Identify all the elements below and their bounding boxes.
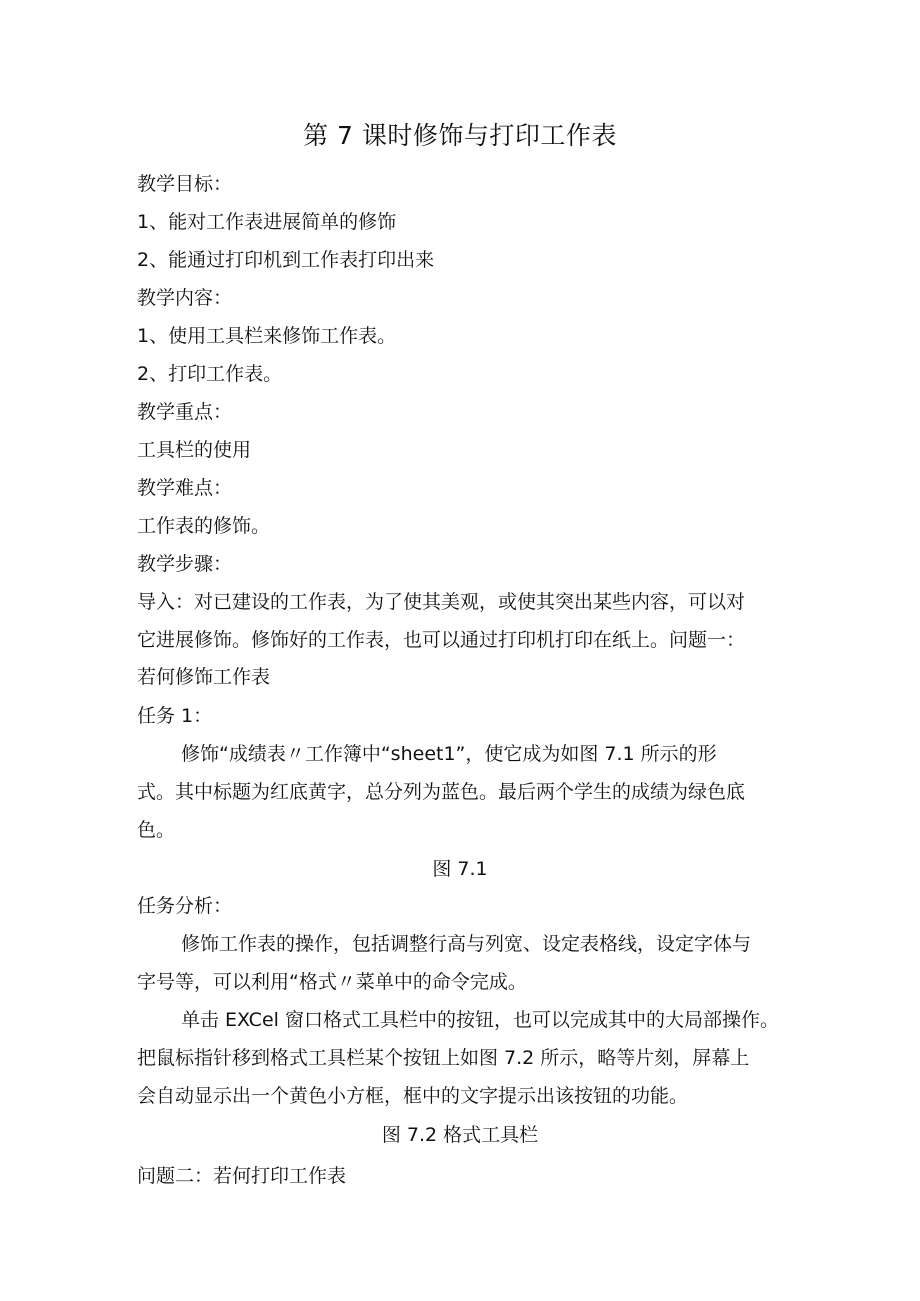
section-heading: 教学难点： bbox=[137, 477, 233, 499]
figure-caption: 图 7.1 bbox=[432, 858, 488, 880]
text-line: 2、打印工作表。 bbox=[137, 363, 283, 385]
paragraph-line: 把鼠标指针移到格式工具栏某个按钮上如图 7.2 所示，略等片刻，屏幕上 bbox=[137, 1047, 750, 1069]
section-heading: 教学内容： bbox=[137, 287, 233, 309]
paragraph-line: 它进展修饰。修饰好的工作表，也可以通过打印机打印在纸上。问题一： bbox=[137, 629, 746, 651]
page-title: 第 7 课时修饰与打印工作表 bbox=[303, 121, 617, 150]
paragraph-line: 修饰“成绩表〃工作簿中“sheet1”，使它成为如图 7.1 所示的形 bbox=[181, 743, 717, 765]
paragraph-line: 式。其中标题为红底黄字，总分列为蓝色。最后两个学生的成绩为绿色底 bbox=[137, 781, 746, 803]
section-heading: 问题二：若何打印工作表 bbox=[137, 1165, 347, 1187]
text-line: 2、能通过打印机到工作表打印出来 bbox=[137, 249, 435, 271]
text-line: 工作表的修饰。 bbox=[137, 515, 271, 537]
text-line: 1、能对工作表进展简单的修饰 bbox=[137, 211, 397, 233]
section-heading: 任务 1： bbox=[137, 705, 213, 727]
paragraph-line: 色。 bbox=[137, 819, 176, 841]
paragraph-line: 单击 EXCel 窗口格式工具栏中的按钮，也可以完成其中的大局部操作。 bbox=[181, 1009, 779, 1031]
text-line: 1、使用工具栏来修饰工作表。 bbox=[137, 325, 397, 347]
paragraph-line: 若何修饰工作表 bbox=[137, 666, 271, 688]
section-heading: 教学步骤： bbox=[137, 553, 233, 575]
paragraph-line: 字号等，可以利用“格式〃菜单中的命令完成。 bbox=[137, 971, 527, 993]
section-heading: 任务分析： bbox=[137, 895, 233, 917]
paragraph-line: 导入：对已建设的工作表，为了使其美观，或使其突出某些内容，可以对 bbox=[137, 591, 746, 613]
section-heading: 教学目标： bbox=[137, 173, 233, 195]
section-heading: 教学重点： bbox=[137, 401, 233, 423]
text-line: 工具栏的使用 bbox=[137, 439, 252, 461]
figure-caption: 图 7.2 格式工具栏 bbox=[381, 1124, 539, 1146]
paragraph-line: 会自动显示出一个黄色小方框，框中的文字提示出该按钮的功能。 bbox=[137, 1085, 689, 1107]
paragraph-line: 修饰工作表的操作，包括调整行高与列宽、设定表格线，设定字体与 bbox=[181, 933, 752, 955]
